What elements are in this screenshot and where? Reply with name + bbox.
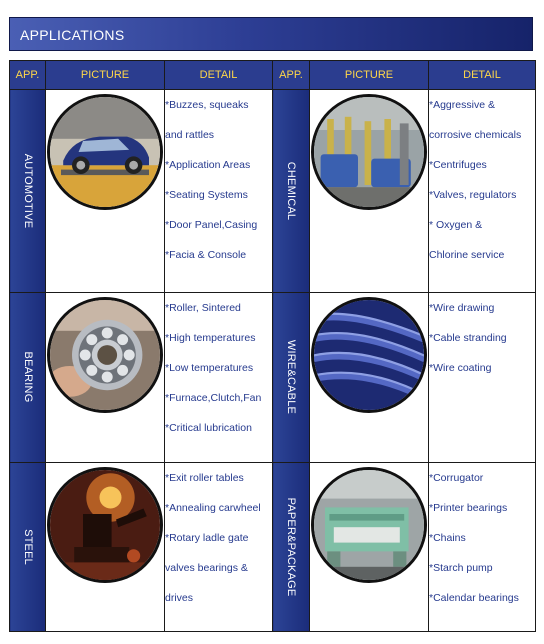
picture-cell <box>310 90 429 293</box>
detail-item: *Application Areas <box>165 159 251 171</box>
table-row <box>10 293 536 462</box>
detail-item: corrosive chemicals <box>429 129 522 141</box>
picture-cell <box>46 90 165 293</box>
detail-item: *Chains <box>429 531 466 544</box>
column-header-picture: PICTURE <box>310 61 429 90</box>
detail-item: *Rotary ladle gate <box>165 531 249 544</box>
app-cell-bearing <box>10 293 46 462</box>
paper-machine-photo-icon <box>311 467 427 583</box>
detail-item: Chlorine service <box>429 249 505 261</box>
picture-cell <box>46 293 165 462</box>
picture-cell <box>310 462 429 631</box>
wire-cable-photo-icon <box>311 297 427 413</box>
app-cell-paper-package <box>273 462 310 631</box>
detail-cell <box>429 293 536 462</box>
app-cell-wire-cable <box>273 293 310 462</box>
detail-item: valves bearings & <box>165 561 248 574</box>
detail-item: *Facia & Console <box>165 249 247 261</box>
detail-item: *Centrifuges <box>429 159 487 171</box>
picture-cell <box>310 293 429 462</box>
column-header-detail: DETAIL <box>429 61 536 90</box>
detail-item: and rattles <box>165 129 215 141</box>
detail-item: *Starch pump <box>429 561 493 574</box>
detail-item: drives <box>165 591 194 604</box>
detail-cell <box>429 462 536 631</box>
detail-item: *Furnace,Clutch,Fan <box>165 392 262 405</box>
column-header-app: APP. <box>273 61 310 90</box>
detail-item: *Critical lubrication <box>165 422 252 435</box>
table-header-row <box>10 61 536 90</box>
applications-table <box>9 60 536 632</box>
detail-item: *Printer bearings <box>429 501 508 514</box>
app-cell-automotive <box>10 90 46 293</box>
picture-cell <box>46 462 165 631</box>
detail-cell <box>165 293 273 462</box>
detail-item: *Buzzes, squeaks <box>165 99 249 111</box>
app-label: BEARING <box>21 351 34 403</box>
detail-item: *Valves, regulators <box>429 189 517 201</box>
detail-item: *Calendar bearings <box>429 591 519 604</box>
detail-item: *Door Panel,Casing <box>165 219 258 231</box>
detail-item: *Annealing carwheel <box>165 501 261 514</box>
applications-banner <box>9 17 533 51</box>
car-photo-icon <box>47 94 163 210</box>
detail-item: *Seating Systems <box>165 189 248 201</box>
app-label: STEEL <box>21 528 34 565</box>
app-cell-chemical <box>273 90 310 293</box>
app-label: AUTOMOTIVE <box>21 153 34 229</box>
app-label: WIRE&CABLE <box>285 340 297 415</box>
detail-item: *Wire coating <box>429 362 492 375</box>
ball-bearing-photo-icon <box>47 297 163 413</box>
detail-item: *Roller, Sintered <box>165 302 241 315</box>
detail-cell <box>165 462 273 631</box>
column-header-picture: PICTURE <box>46 61 165 90</box>
page-title: APPLICATIONS <box>20 27 125 43</box>
detail-item: *Exit roller tables <box>165 471 244 484</box>
table-row <box>10 90 536 293</box>
detail-item: *Wire drawing <box>429 302 495 315</box>
detail-item: *Cable stranding <box>429 332 507 345</box>
detail-item: *Corrugator <box>429 471 484 484</box>
column-header-app: APP. <box>10 61 46 90</box>
steel-mill-photo-icon <box>47 467 163 583</box>
app-label: PAPER&PACKAGE <box>285 497 297 597</box>
chemical-plant-photo-icon <box>311 94 427 210</box>
detail-item: *High temperatures <box>165 332 256 345</box>
detail-item: *Aggressive & <box>429 99 495 111</box>
detail-item: *Low temperatures <box>165 362 254 375</box>
detail-item: * Oxygen & <box>429 219 483 231</box>
column-header-detail: DETAIL <box>165 61 273 90</box>
detail-cell <box>429 90 536 293</box>
app-cell-steel <box>10 462 46 631</box>
app-label: CHEMICAL <box>285 161 297 221</box>
table-row <box>10 462 536 631</box>
detail-cell <box>165 90 273 293</box>
